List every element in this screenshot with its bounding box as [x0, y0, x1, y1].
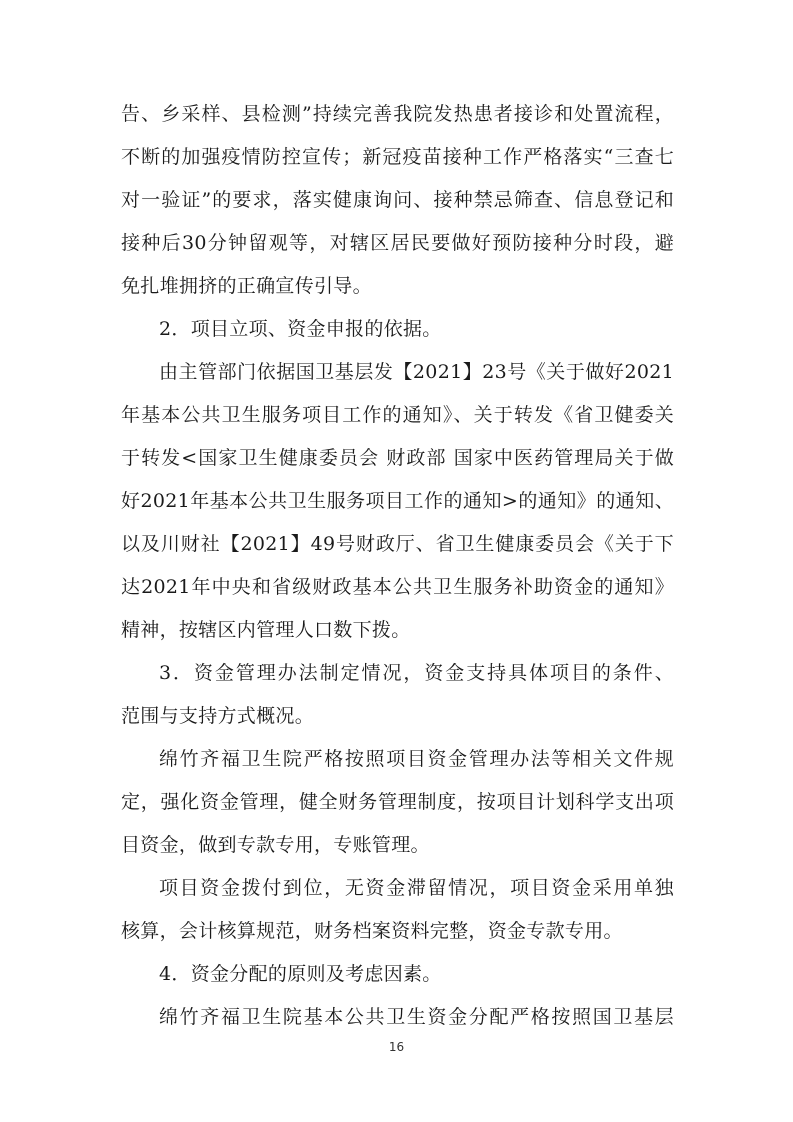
section-heading: 3．资金管理办法制定情况，资金支持具体项目的条件、: [159, 662, 674, 684]
text-line: 绵竹齐福卫生院严格按照项目资金管理办法等相关文件规: [159, 748, 674, 770]
text-line: 免扎堆拥挤的正确宣传引导。: [121, 275, 372, 297]
section-heading: 2．项目立项、资金申报的依据。: [159, 318, 442, 340]
section-heading: 4．资金分配的原则及考虑因素。: [159, 963, 442, 985]
text-line: 精神，按辖区内管理人口数下拨。: [121, 619, 411, 641]
text-line: 核算，会计核算规范，财务档案资料完整，资金专款专用。: [121, 920, 623, 942]
text-line: 于转发<国家卫生健康委员会 财政部 国家中医药管理局关于做: [121, 447, 674, 469]
text-line: 目资金，做到专款专用，专账管理。: [121, 834, 430, 856]
text-line: 告、乡采样、县检测”持续完善我院发热患者接诊和处置流程，: [121, 103, 674, 125]
text-line: 年基本公共卫生服务项目工作的通知》、关于转发《省卫健委关: [121, 404, 674, 426]
text-line: 不断的加强疫情防控宣传；新冠疫苗接种工作严格落实“三查七: [121, 146, 674, 168]
text-line: 绵竹齐福卫生院基本公共卫生资金分配严格按照国卫基层: [159, 1006, 674, 1028]
text-line: 项目资金拨付到位，无资金滞留情况，项目资金采用单独: [159, 877, 674, 899]
text-line: 达2021年中央和省级财政基本公共卫生服务补助资金的通知》: [121, 576, 674, 598]
text-line: 以及川财社【2021】49号财政厅、省卫生健康委员会《关于下: [121, 533, 674, 555]
page-number: 16: [388, 1040, 405, 1054]
text-line: 好2021年基本公共卫生服务项目工作的通知>的通知》的通知、: [121, 490, 674, 512]
text-line: 对一验证”的要求，落实健康询问、接种禁忌筛查、信息登记和: [121, 189, 674, 211]
text-line: 接种后30分钟留观等，对辖区居民要做好预防接种分时段，避: [121, 232, 674, 254]
section-heading: 范围与支持方式概况。: [121, 705, 315, 727]
text-line: 定，强化资金管理，健全财务管理制度，按项目计划科学支出项: [121, 791, 674, 813]
text-line: 由主管部门依据国卫基层发【2021】23号《关于做好2021: [159, 361, 674, 383]
